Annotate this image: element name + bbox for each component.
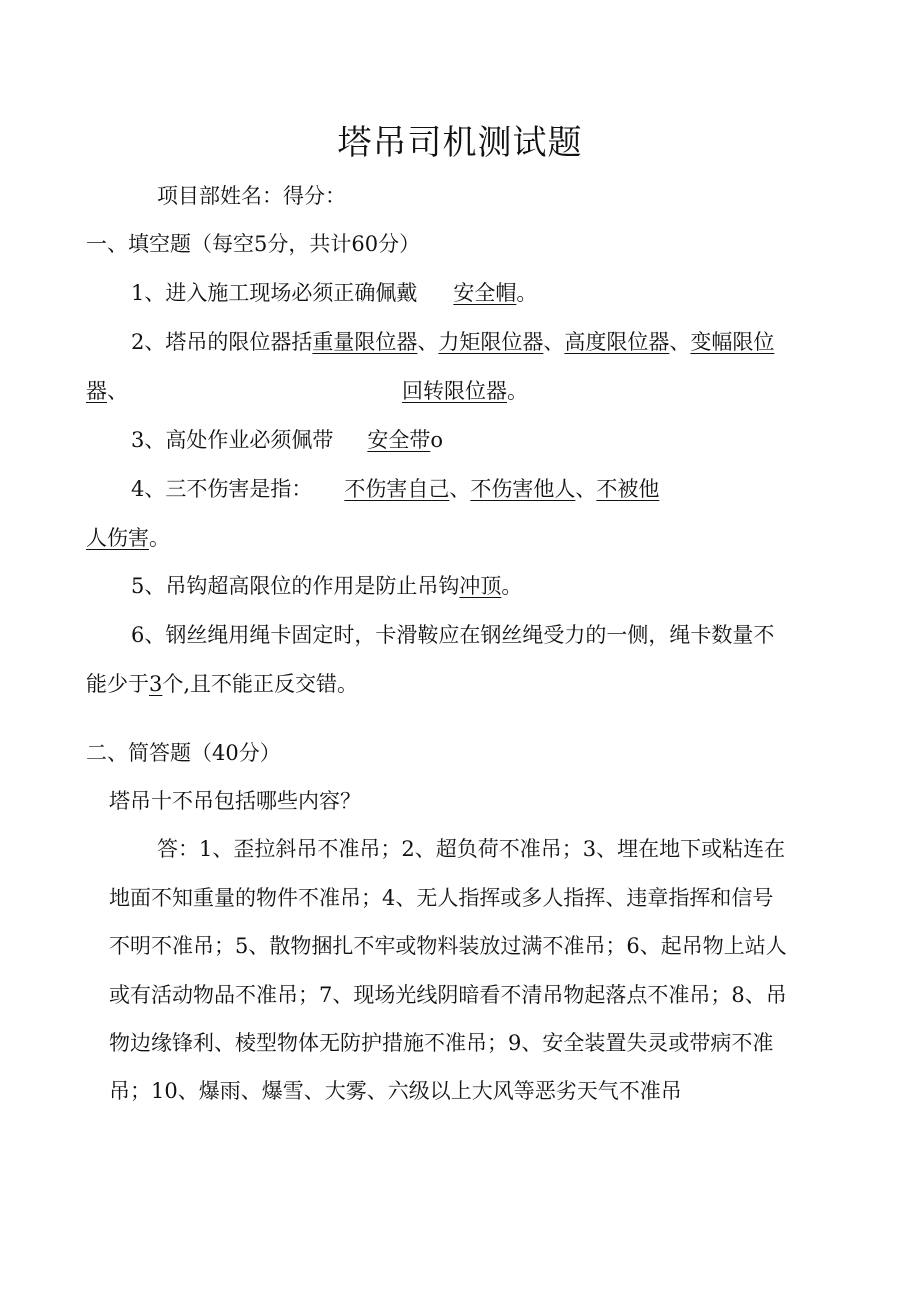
q4-answer-2: 不伤害他人 bbox=[470, 477, 576, 501]
q6-text-3: 个,且不能正反交错。 bbox=[162, 672, 359, 696]
q3-text: 3、高处作业必须佩带 bbox=[131, 428, 334, 452]
q2-answer-4b: 器 bbox=[86, 379, 107, 403]
q2-answer-4a: 变幅限位 bbox=[690, 330, 775, 354]
q5-line bbox=[131, 571, 522, 601]
q2-sep-4: 、 bbox=[107, 379, 128, 403]
q1-answer: 安全帽 bbox=[453, 281, 517, 305]
q4-sep-1: 、 bbox=[449, 477, 471, 501]
section2-heading: 二、简答题（40分） bbox=[86, 741, 281, 765]
answer-line-1: 答：1、歪拉斜吊不准吊；2、超负荷不准吊；3、埋在地下或粘连在 bbox=[157, 837, 786, 861]
q4-line-1 bbox=[131, 474, 659, 504]
q2-sep-1: 、 bbox=[417, 330, 439, 354]
q1-punct: 。 bbox=[516, 281, 538, 305]
answer-line-5: 物边缘锋利、棱型物体无防护措施不准吊；9、安全装置失灵或带病不准 bbox=[109, 1031, 774, 1055]
q2-text: 2、塔吊的限位器括 bbox=[131, 330, 313, 354]
q4-text: 4、三不伤害是指： bbox=[131, 477, 313, 501]
q2-sep-3: 、 bbox=[669, 330, 691, 354]
answer-line-2: 地面不知重量的物件不准吊；4、无人指挥或多人指挥、违章指挥和信号 bbox=[109, 886, 774, 910]
header-name-score: 项目部姓名：得分： bbox=[157, 184, 346, 208]
answer-line-3: 不明不准吊；5、散物捆扎不牢或物料装放过满不准吊；6、起吊物上站人 bbox=[109, 934, 787, 958]
q3-punct: o bbox=[430, 428, 444, 452]
page-title: 塔吊司机测试题 bbox=[337, 123, 583, 163]
answer-line-6: 吊；10、爆雨、爆雪、大雾、六级以上大风等恶劣天气不准吊 bbox=[109, 1079, 682, 1103]
q1-text: 1、进入施工现场必须正确佩戴 bbox=[131, 281, 418, 305]
q2-sep-2: 、 bbox=[543, 330, 565, 354]
q2-punct: 。 bbox=[507, 379, 528, 403]
q3-answer: 安全带 bbox=[367, 428, 431, 452]
q5-text: 5、吊钩超高限位的作用是防止吊钩 bbox=[131, 574, 460, 598]
q4-line-2 bbox=[86, 523, 170, 553]
q2-line-2b bbox=[402, 376, 528, 406]
q2-answer-5: 回转限位器 bbox=[402, 379, 507, 403]
q5-punct: 。 bbox=[501, 574, 523, 598]
q2-line-1 bbox=[131, 327, 774, 357]
q4-sep-2: 、 bbox=[575, 477, 597, 501]
q6-text-2: 能少于 bbox=[86, 672, 149, 696]
q3-line bbox=[131, 425, 443, 455]
section2-question: 塔吊十不吊包括哪些内容？ bbox=[109, 789, 361, 813]
q4-punct: 。 bbox=[149, 526, 170, 550]
q6-line-1: 6、钢丝绳用绳卡固定时，卡滑鞍应在钢丝绳受力的一侧，绳卡数量不 bbox=[131, 623, 775, 647]
q2-answer-2: 力矩限位器 bbox=[438, 330, 544, 354]
q6-answer: 3 bbox=[149, 672, 163, 696]
answer-line-4: 或有活动物品不准吊；7、现场光线阴暗看不清吊物起落点不准吊；8、吊 bbox=[109, 983, 787, 1007]
q5-answer: 冲顶 bbox=[459, 574, 502, 598]
q1-line bbox=[131, 278, 537, 308]
q4-answer-1: 不伤害自己 bbox=[344, 477, 450, 501]
q4-answer-3a: 不被他 bbox=[596, 477, 660, 501]
q4-answer-3b: 人伤害 bbox=[86, 526, 149, 550]
q6-line-2 bbox=[86, 669, 358, 699]
q2-line-2 bbox=[86, 376, 128, 406]
q2-answer-1: 重量限位器 bbox=[312, 330, 418, 354]
section1-heading: 一、填空题（每空5分，共计60分） bbox=[86, 232, 421, 256]
q2-answer-3: 高度限位器 bbox=[564, 330, 670, 354]
